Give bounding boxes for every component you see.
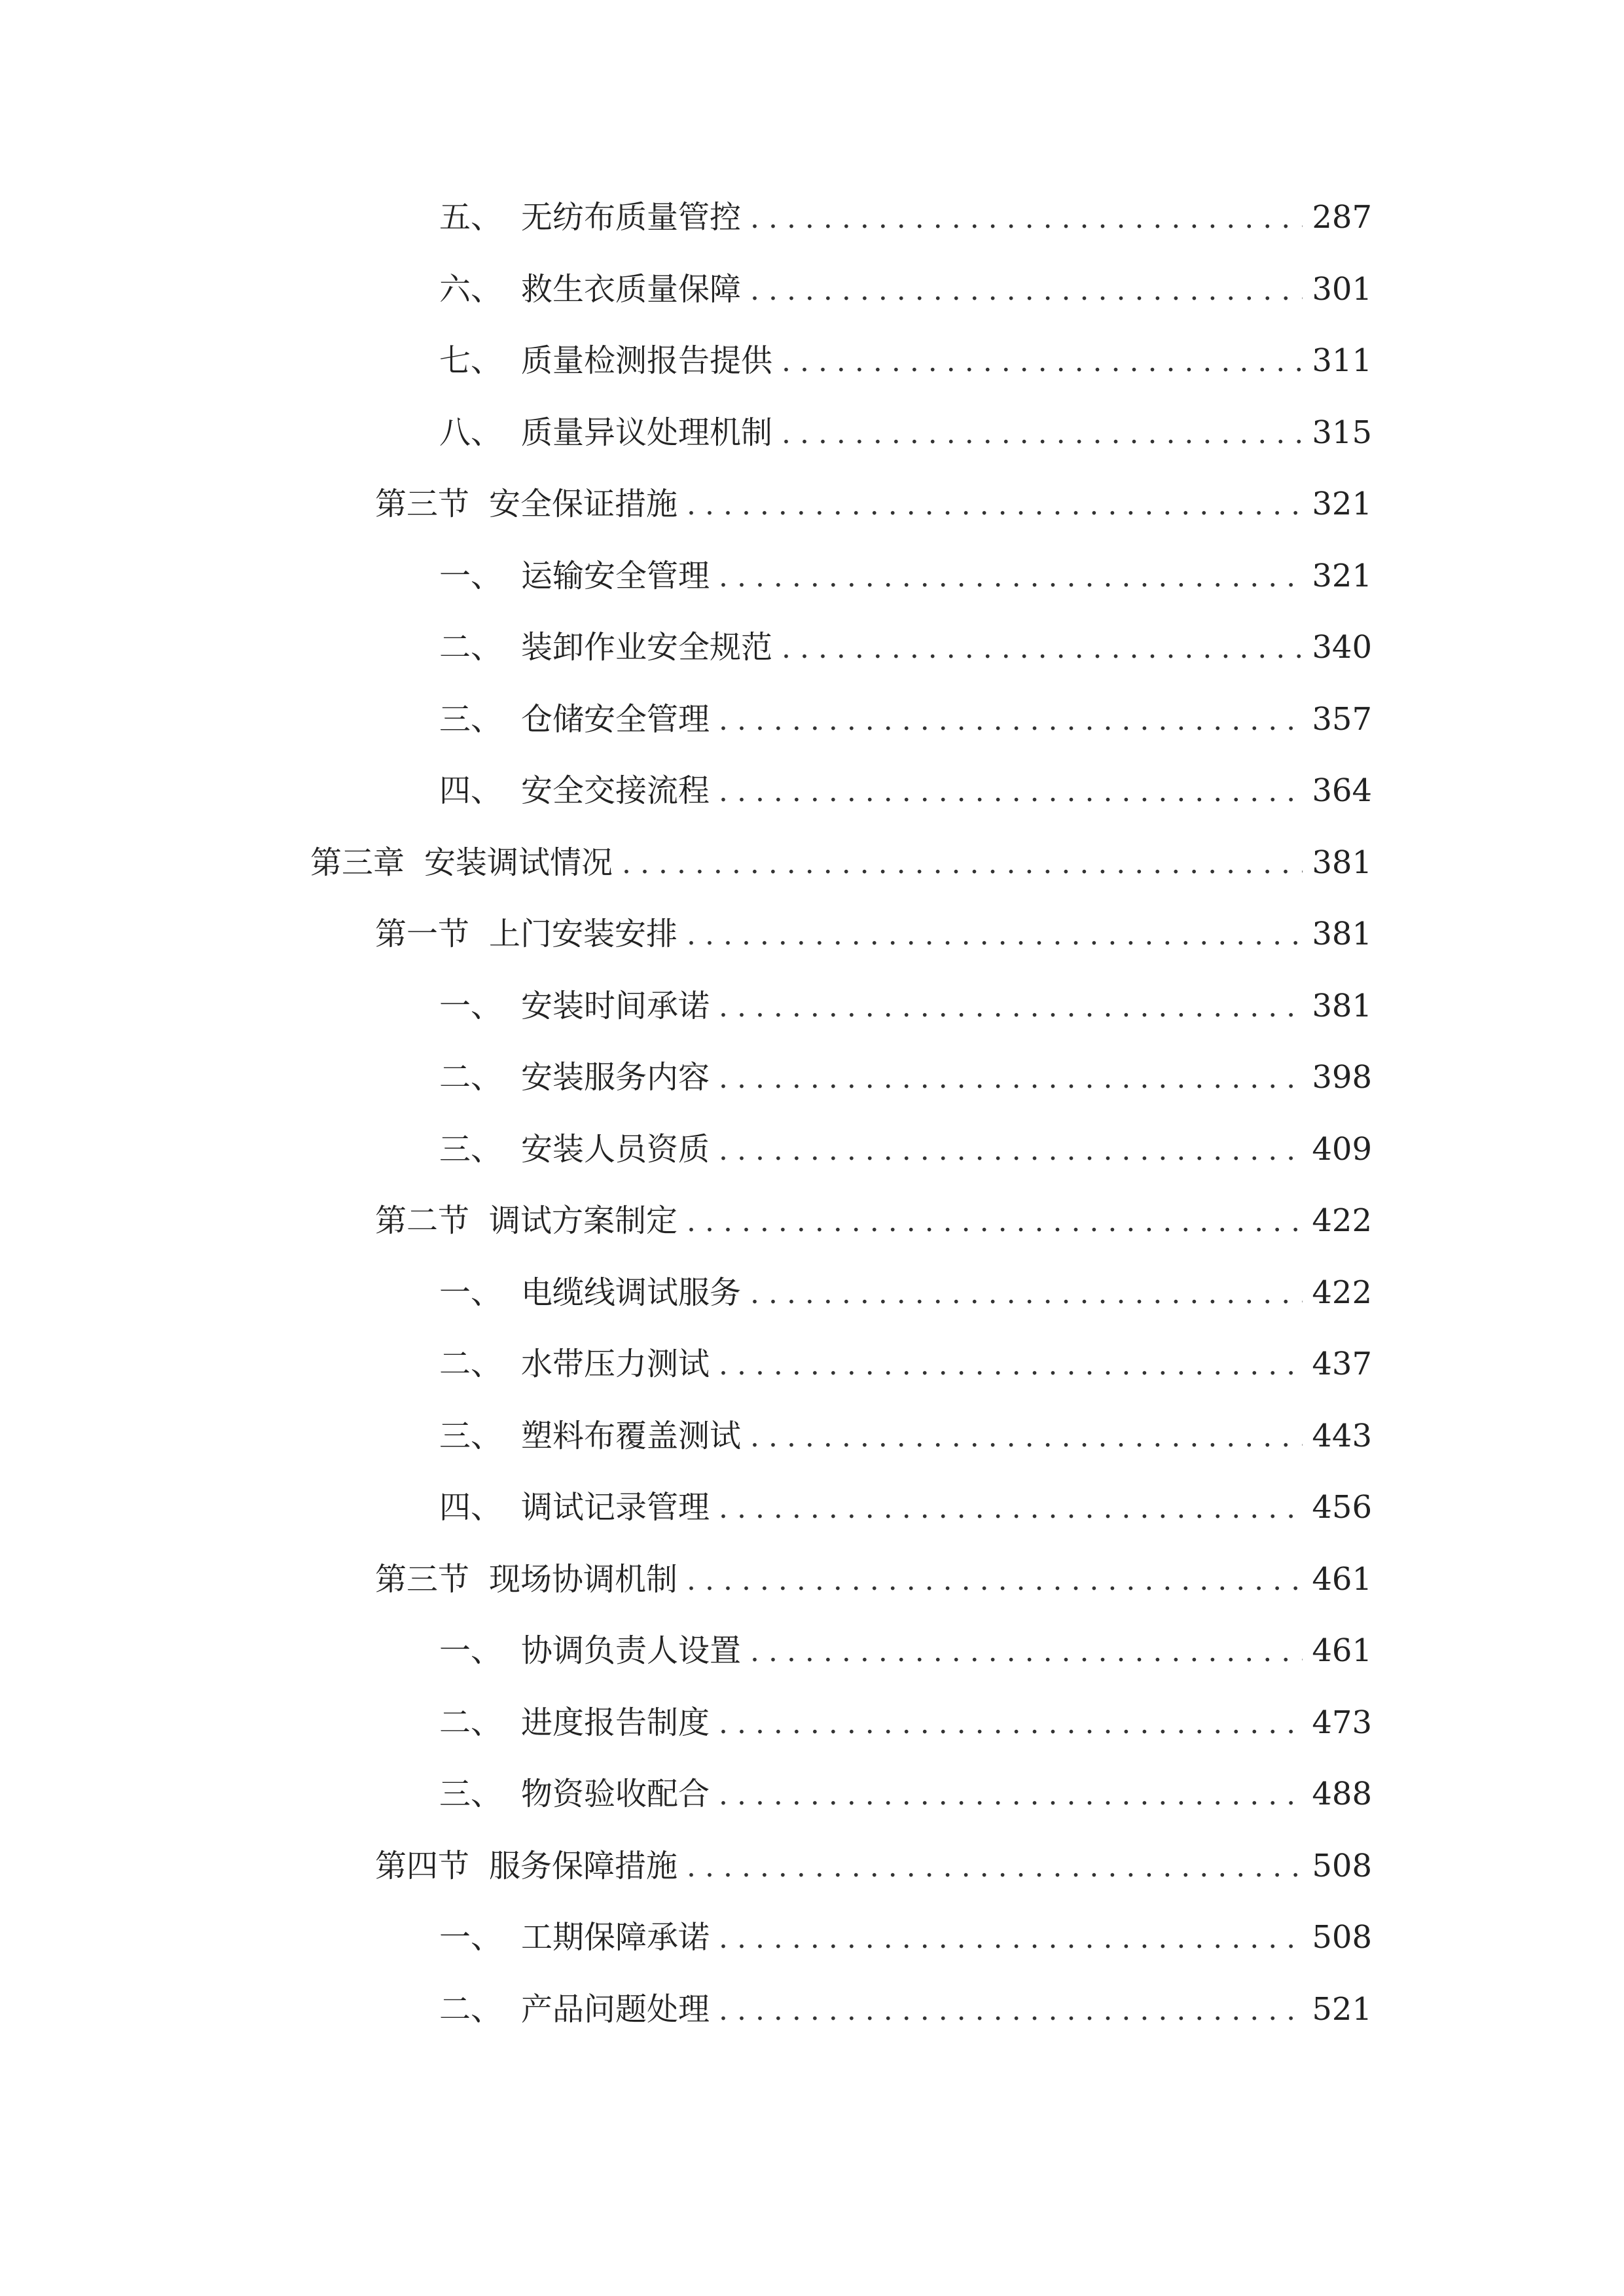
toc-entry[interactable] — [439, 550, 1372, 602]
toc-dot-leader — [719, 551, 1303, 603]
toc-entry-title: 安全交接流程 — [521, 772, 710, 809]
toc-entry[interactable] — [439, 1410, 1372, 1462]
toc-entry[interactable] — [439, 621, 1372, 673]
toc-entry[interactable] — [439, 263, 1372, 315]
toc-dot-leader — [782, 408, 1303, 460]
toc-entry-number: 一、 — [439, 1274, 503, 1311]
toc-entry-number: 三、 — [439, 1418, 503, 1454]
toc-dot-leader — [719, 694, 1303, 747]
toc-dot-leader — [719, 1052, 1303, 1105]
toc-entry[interactable] — [439, 1983, 1372, 2036]
toc-entry[interactable] — [375, 1194, 1372, 1247]
toc-entry-page: 409 — [1312, 1131, 1372, 1168]
toc-entry-title: 塑料布覆盖测试 — [521, 1418, 742, 1454]
toc-entry-number: 三、 — [439, 1776, 503, 1812]
toc-entry[interactable] — [439, 1338, 1372, 1390]
toc-dot-leader — [719, 1482, 1303, 1535]
toc-entry-page: 315 — [1312, 414, 1372, 451]
toc-entry-title: 上门安装安排 — [489, 916, 678, 952]
toc-entry-title: 协调负责人设置 — [521, 1632, 742, 1669]
toc-entry-title: 安装服务内容 — [521, 1059, 710, 1096]
toc-entry-page: 508 — [1312, 1919, 1372, 1956]
toc-entry-page: 287 — [1312, 199, 1372, 236]
toc-entry[interactable] — [439, 1768, 1372, 1820]
toc-entry-number: 二、 — [439, 629, 503, 666]
toc-entry-page: 381 — [1312, 916, 1372, 952]
toc-dot-leader — [687, 909, 1303, 961]
toc-entry-number: 二、 — [439, 1704, 503, 1741]
toc-dot-leader — [719, 1912, 1303, 1965]
toc-entry-page: 364 — [1312, 772, 1372, 809]
toc-entry-number: 三、 — [439, 701, 503, 738]
toc-entry[interactable] — [439, 1266, 1372, 1319]
toc-dot-leader — [719, 981, 1303, 1033]
toc-entry[interactable] — [439, 406, 1372, 459]
toc-dot-leader — [750, 264, 1303, 317]
toc-entry-page: 521 — [1312, 1991, 1372, 2028]
toc-entry-title: 进度报告制度 — [521, 1704, 710, 1741]
toc-entry-page: 311 — [1312, 342, 1372, 379]
toc-entry-page: 301 — [1312, 271, 1372, 308]
toc-entry-title: 调试记录管理 — [521, 1489, 710, 1526]
toc-dot-leader — [719, 766, 1303, 818]
toc-entry-page: 488 — [1312, 1776, 1372, 1812]
toc-entry-number: 六、 — [439, 271, 503, 308]
toc-entry[interactable] — [439, 1696, 1372, 1749]
toc-dot-leader — [687, 1841, 1303, 1893]
toc-entry-title: 服务保障措施 — [489, 1848, 678, 1884]
toc-entry-title: 运输安全管理 — [521, 558, 710, 594]
toc-entry-page: 473 — [1312, 1704, 1372, 1741]
toc-entry-number: 四、 — [439, 1489, 503, 1526]
toc-entry-page: 443 — [1312, 1418, 1372, 1454]
toc-dot-leader — [719, 1698, 1303, 1750]
toc-entry-title: 物资验收配合 — [521, 1776, 710, 1812]
toc-entry[interactable] — [439, 191, 1372, 243]
toc-entry[interactable] — [439, 1123, 1372, 1175]
toc-entry[interactable] — [310, 836, 1372, 889]
toc-entry-page: 461 — [1312, 1561, 1372, 1598]
toc-entry-number: 二、 — [439, 1991, 503, 2028]
toc-entry-title: 无纺布质量管控 — [521, 199, 742, 236]
toc-entry-number: 一、 — [439, 1632, 503, 1669]
toc-dot-leader — [719, 1984, 1303, 2037]
toc-dot-leader — [750, 1411, 1303, 1463]
toc-entry-number: 七、 — [439, 342, 503, 379]
toc-entry[interactable] — [439, 1624, 1372, 1677]
toc-dot-leader — [687, 479, 1303, 531]
toc-entry-number: 四、 — [439, 772, 503, 809]
toc-entry-title: 救生衣质量保障 — [521, 271, 742, 308]
toc-entry-number: 二、 — [439, 1059, 503, 1096]
toc-entry-page: 321 — [1312, 558, 1372, 594]
toc-entry[interactable] — [375, 1553, 1372, 1605]
toc-entry-number: 三、 — [439, 1131, 503, 1168]
toc-entry-title: 仓储安全管理 — [521, 701, 710, 738]
toc-entry-page: 340 — [1312, 629, 1372, 666]
toc-entry-title: 质量异议处理机制 — [521, 414, 773, 451]
toc-entry-number: 第三节 — [375, 1561, 470, 1598]
toc-entry-number: 第三节 — [375, 486, 470, 522]
toc-entry-page: 422 — [1312, 1202, 1372, 1239]
toc-entry-number: 一、 — [439, 988, 503, 1024]
toc-entry-page: 321 — [1312, 486, 1372, 522]
toc-entry-page: 456 — [1312, 1489, 1372, 1526]
toc-entry-title: 安全保证措施 — [489, 486, 678, 522]
toc-entry-title: 电缆线调试服务 — [521, 1274, 742, 1311]
toc-entry[interactable] — [439, 1911, 1372, 1964]
toc-entry[interactable] — [439, 693, 1372, 745]
toc-entry[interactable] — [375, 1840, 1372, 1892]
toc-entry[interactable] — [439, 1481, 1372, 1534]
toc-entry-number: 八、 — [439, 414, 503, 451]
toc-dot-leader — [782, 622, 1303, 675]
toc-entry-page: 398 — [1312, 1059, 1372, 1096]
toc-entry[interactable] — [439, 334, 1372, 387]
toc-entry-title: 装卸作业安全规范 — [521, 629, 773, 666]
toc-entry-page: 437 — [1312, 1346, 1372, 1382]
toc-entry[interactable] — [439, 1051, 1372, 1103]
toc-entry-page: 508 — [1312, 1848, 1372, 1884]
toc-entry-number: 一、 — [439, 558, 503, 594]
toc-entry[interactable] — [375, 478, 1372, 530]
toc-entry-number: 第二节 — [375, 1202, 470, 1239]
toc-entry-title: 工期保障承诺 — [521, 1919, 710, 1956]
toc-entry-number: 第三章 — [310, 844, 405, 881]
toc-dot-leader — [750, 192, 1303, 245]
toc-entry-number: 第一节 — [375, 916, 470, 952]
toc-entry-title: 调试方案制定 — [489, 1202, 678, 1239]
toc-dot-leader — [687, 1196, 1303, 1248]
toc-entry-page: 357 — [1312, 701, 1372, 738]
toc-entry-title: 现场协调机制 — [489, 1561, 678, 1598]
toc-entry-page: 381 — [1312, 988, 1372, 1024]
toc-entry-title: 安装调试情况 — [424, 844, 613, 881]
toc-dot-leader — [750, 1268, 1303, 1320]
toc-entry-title: 水带压力测试 — [521, 1346, 710, 1382]
toc-entry-number: 二、 — [439, 1346, 503, 1382]
toc-entry-page: 422 — [1312, 1274, 1372, 1311]
toc-dot-leader — [622, 838, 1303, 890]
toc-entry[interactable] — [439, 980, 1372, 1032]
toc-entry-page: 381 — [1312, 844, 1372, 881]
toc-entry-title: 安装人员资质 — [521, 1131, 710, 1168]
toc-entry-number: 一、 — [439, 1919, 503, 1956]
toc-dot-leader — [750, 1626, 1303, 1678]
toc-entry-number: 第四节 — [375, 1848, 470, 1884]
toc-dot-leader — [719, 1769, 1303, 1821]
toc-entry[interactable] — [439, 764, 1372, 817]
toc-entry-number: 五、 — [439, 199, 503, 236]
toc-entry-title: 质量检测报告提供 — [521, 342, 773, 379]
toc-dot-leader — [719, 1124, 1303, 1177]
toc-dot-leader — [782, 336, 1303, 388]
toc-entry-page: 461 — [1312, 1632, 1372, 1669]
toc-entry-title: 产品问题处理 — [521, 1991, 710, 2028]
toc-entry-title: 安装时间承诺 — [521, 988, 710, 1024]
toc-entry[interactable] — [375, 908, 1372, 960]
toc-dot-leader — [687, 1554, 1303, 1607]
toc-dot-leader — [719, 1339, 1303, 1391]
